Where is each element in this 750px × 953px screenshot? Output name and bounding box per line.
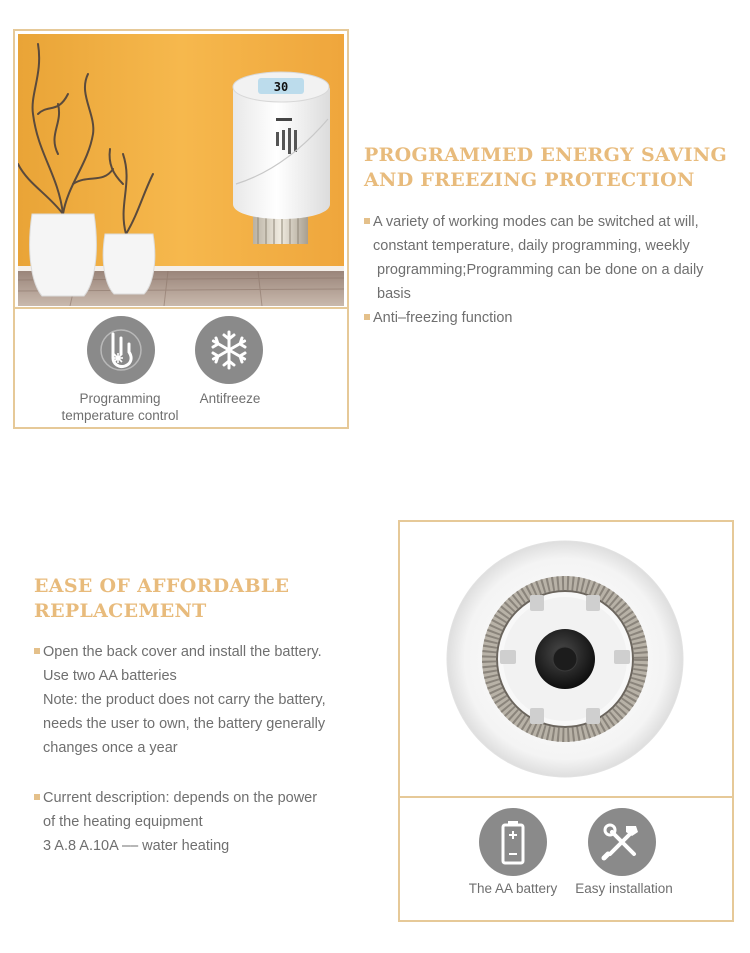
feature-label-antifreeze: Antifreeze xyxy=(199,391,261,406)
list-item: Open the back cover and install the battery. xyxy=(34,640,326,664)
feature-label-programming: Programming temperature control xyxy=(61,391,179,423)
feature-label-battery: The AA battery xyxy=(468,881,558,896)
bullet-list-current xyxy=(34,786,317,858)
valve-adapter-photo xyxy=(400,522,732,796)
feature-card-programming xyxy=(13,29,349,429)
bullet-square-icon xyxy=(34,794,40,800)
programming-temperature-icon xyxy=(87,316,155,384)
bullet-list-battery xyxy=(34,640,326,760)
card-divider xyxy=(15,307,347,309)
bullet-square-icon xyxy=(34,648,40,654)
list-item: needs the user to own, the battery generally xyxy=(43,716,326,732)
device-display-value: 30 xyxy=(273,80,289,94)
section-heading-replacement: EASE OF AFFORDABLE REPLACEMENT xyxy=(34,575,290,622)
section-heading-energy-saving: PROGRAMMED ENERGY SAVING AND FREEZING PROTECTION xyxy=(364,144,728,191)
bullet-list-working-modes xyxy=(364,210,703,330)
list-item: of the heating equipment xyxy=(43,814,203,830)
list-item: Use two AA batteries xyxy=(43,668,177,684)
feature-label-installation: Easy installation xyxy=(575,881,673,896)
list-item: Current description: depends on the power xyxy=(34,786,317,810)
list-item: changes once a year xyxy=(43,740,178,756)
list-item: Anti–freezing function xyxy=(364,306,703,330)
snowflake-icon xyxy=(195,316,263,384)
list-item: A variety of working modes can be switched at will, xyxy=(364,210,703,234)
bullet-square-icon xyxy=(364,218,370,224)
thermostat-room-photo xyxy=(18,34,344,306)
list-item: 3 A.8 A.10A –– water heating xyxy=(43,838,230,854)
list-item: programming;Programming can be done on a daily xyxy=(377,262,704,278)
tools-icon xyxy=(588,808,656,876)
feature-card-replacement xyxy=(398,520,734,922)
card-divider xyxy=(400,796,732,798)
list-item: constant temperature, daily programming, weekly xyxy=(373,238,690,254)
list-item: Note: the product does not carry the battery, xyxy=(43,692,326,708)
list-item: basis xyxy=(377,286,411,302)
battery-icon xyxy=(479,808,547,876)
bullet-square-icon xyxy=(364,314,370,320)
